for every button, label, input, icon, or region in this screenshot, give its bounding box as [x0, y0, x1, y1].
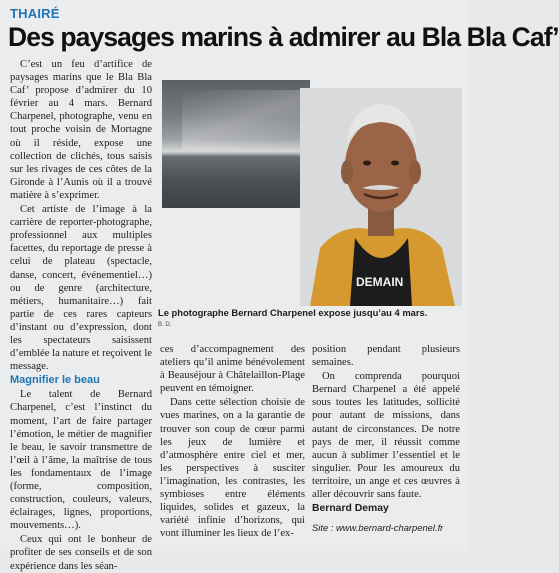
paragraph: position pendant plusieurs semaines. [312, 344, 460, 369]
paragraph: ces d’accompagnement des ateliers qu’il anime bénévolement à Beauséjour à Châtelaillon-Plage peuvent en témoigner. [160, 344, 305, 395]
paragraph: On comprenda pourquoi Bernard Charpenel a été appelé sous toutes les latitudes, sollicité pour autant de missions, dans autant de circonstances. De notre pays de mer, il réussit comme aucun à sublimer l’essentiel et le singulier. Pour les amoureux du territoire, un ange et ces œuvres à aller découvrir sans faute. [312, 371, 460, 501]
column-3 [312, 343, 460, 515]
shirt-text: DEMAIN [356, 275, 404, 289]
photo-credit: B. D. [158, 322, 172, 328]
website-line[interactable]: Site : www.bernard-charpenel.fr [312, 522, 444, 533]
section-label: THAIRÉ [10, 6, 60, 21]
headline: Des paysages marins à admirer au Bla Bla Caf’ [8, 22, 559, 52]
paragraph: C’est un feu d’artifice de paysages marins que le Bla Bla Caf’ propose d’admirer du 10 février au 4 mars. Bernard Charpenel, photographe, venu en tout proche voisin de Mortagne où il réside, expose une collection de clichés, tous saisis sur les rivages de ces côtes de la Gironde à l’Aunis où il a trouvé matière à s’exprimer. [10, 59, 152, 201]
seascape-photo [162, 80, 310, 208]
paragraph: Dans cette sélection choisie de vues marines, on a la garantie de trouver son coup de cœur parmi les jeux de lumière et d’atmosphère entre ciel et mer, les perspectives à susciter l’imagination, les contrastes, les symbioses entre éléments liquides, solides et gazeux, la variété infinie d’horizons, qui vont illuminer les lieux de l’ex- [160, 397, 305, 540]
paragraph: Le talent de Bernard Charpenel, c’est l’instinct du moment, l’art de faire partager l’émotion, le métier de magnifier le beau, le savoir transmettre de l’œil à l’âme, la maîtrise de tous les fondamentaux de l’image (forme, composition, construction, couleurs, valeurs, éclairages, lignes, proportions, mouvements…). [10, 389, 152, 532]
photo-caption: Le photographe Bernard Charpenel expose jusqu’au 4 mars. [158, 307, 428, 318]
photographer-portrait [300, 88, 462, 306]
column-1 [10, 58, 152, 573]
author-signature: Bernard Demay [312, 503, 389, 515]
paragraph: Cet artiste de l’image à la carrière de reporter-photographe, professionnel aux multiples facettes, du reportage de presse à celui de plateau (spectacle, danse, concert, événementiel…) ou de genre (architecture, métiers, humanitaire…) fait partie de ces rares capteurs d’instant ou d’expression, dont les spectateurs saisissent d’emblée la nature et reçoivent le message. [10, 204, 152, 373]
subheading: Magnifier le beau [10, 374, 100, 387]
paragraph: Ceux qui ont le bonheur de profiter de ses conseils et de son expérience dans les séan- [10, 534, 152, 572]
column-2 [160, 343, 305, 540]
